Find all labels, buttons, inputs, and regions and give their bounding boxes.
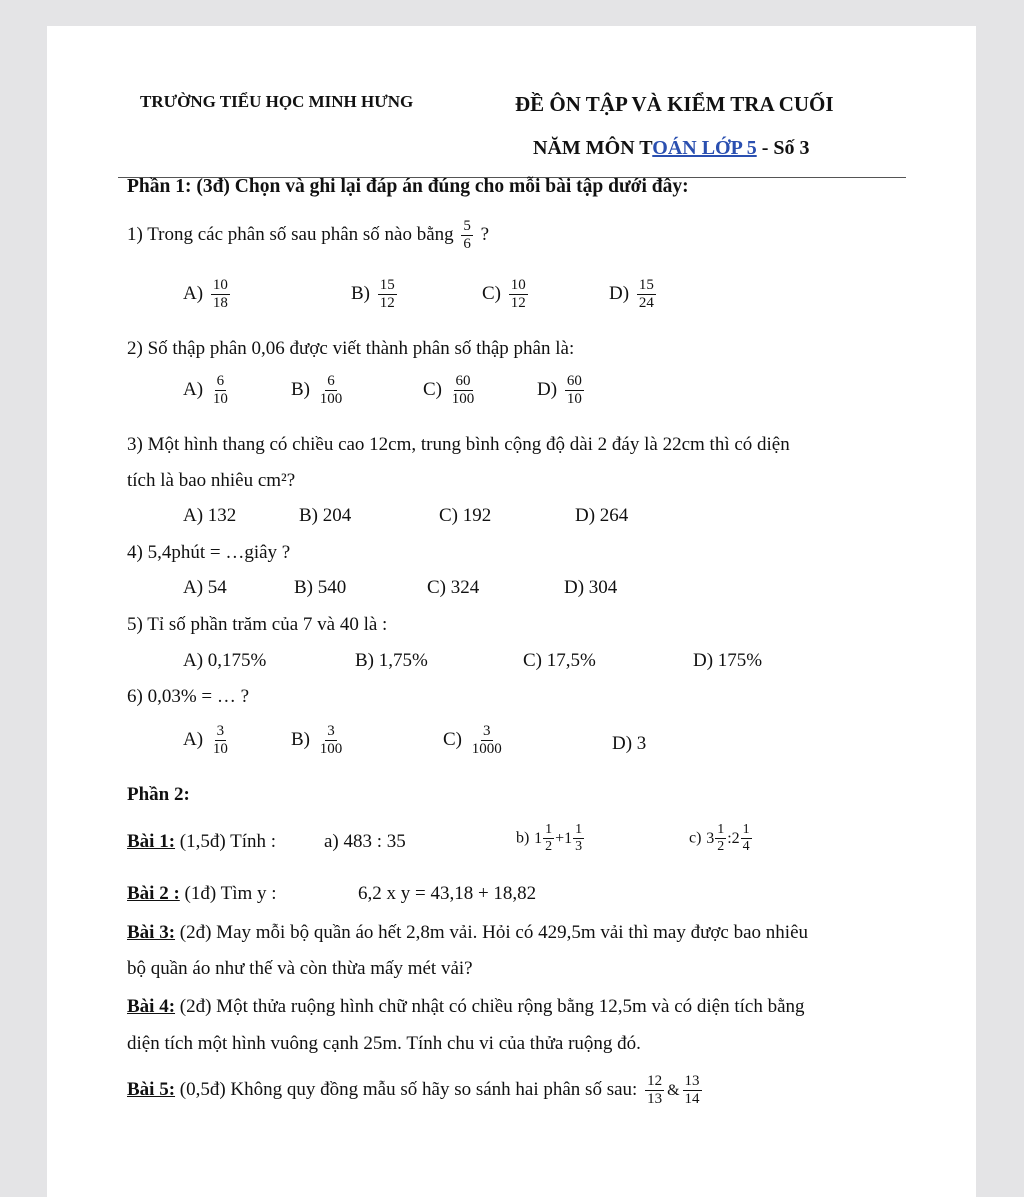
- question-1-text: 1) Trong các phân số sau phân số nào bằng: [127, 223, 454, 245]
- bai-2-label: Bài 2 :: [127, 883, 180, 904]
- bai-5: Bài 5: (0,5đ) Không quy đồng mẫu số hãy so sánh hai phân số sau: $\frac{12}{13}$ & $\frac{13}{14}$: [127, 1073, 700, 1107]
- q5-option-d: D) 175%: [693, 650, 763, 671]
- exam-title-line1: ĐỀ ÔN TẬP VÀ KIỂM TRA CUỐI: [515, 92, 834, 116]
- part1-heading: Phần 1: (3đ) Chọn và ghi lại đáp án đúng cho mỗi bài tập dưới đây:: [127, 176, 689, 197]
- bai-4-label: Bài 4:: [127, 996, 176, 1017]
- subject-link[interactable]: OÁN LỚP 5: [652, 137, 757, 159]
- question-1: [127, 218, 489, 253]
- q2-option-a: A) $\frac{6}{10}$: [183, 373, 228, 407]
- q3-option-b: B) 204: [299, 505, 352, 526]
- fraction: $\frac{5}{6}$: [463, 218, 471, 252]
- part2-heading: Phần 2:: [127, 784, 190, 805]
- title-prefix: NĂM MÔN T: [533, 137, 653, 159]
- q5-option-a: A) 0,175%: [183, 650, 267, 671]
- bai-1-label: Bài 1:: [127, 831, 176, 852]
- q2-option-d: D) $\frac{60}{10}$: [537, 373, 582, 407]
- q4-option-a: A) 54: [183, 577, 227, 598]
- school-name: TRƯỜNG TIỂU HỌC MINH HƯNG: [140, 92, 414, 111]
- q5-option-b: B) 1,75%: [355, 650, 428, 671]
- q3-option-a: A) 132: [183, 505, 237, 526]
- bai-5-label: Bài 5:: [127, 1078, 176, 1100]
- document-page: [47, 26, 976, 1197]
- bai-3-label: Bài 3:: [127, 922, 176, 943]
- question-3-line1: 3) Một hình thang có chiều cao 12cm, trung bình cộng độ dài 2 đáy là 22cm thì có diện: [127, 434, 790, 455]
- q3-option-d: D) 264: [575, 505, 629, 526]
- q5-option-c: C) 17,5%: [523, 650, 596, 671]
- title-suffix: - Số 3: [756, 137, 810, 159]
- q6-option-a: A) $\frac{3}{10}$: [183, 723, 228, 757]
- bai-2-expression: 6,2 x y = 43,18 + 18,82: [358, 883, 537, 904]
- question-4: 4) 5,4phút = …giây ?: [127, 542, 291, 563]
- question-1-tail: ?: [480, 223, 490, 245]
- bai-2: Bài 2 : (1đ) Tìm y :: [127, 883, 277, 904]
- q6-option-c: C) $\frac{3}{1000}$: [443, 723, 502, 757]
- q3-option-c: C) 192: [439, 505, 492, 526]
- q4-option-d: D) 304: [564, 577, 618, 598]
- bai-1: Bài 1: (1,5đ) Tính :: [127, 831, 277, 852]
- question-6: 6) 0,03% = … ?: [127, 686, 250, 707]
- q6-option-b: B) $\frac{3}{100}$: [291, 723, 343, 757]
- q1-option-c: C) $\frac{10}{12}$: [482, 277, 526, 311]
- exam-title-line2: [533, 137, 810, 160]
- q4-option-b: B) 540: [294, 577, 347, 598]
- q2-option-b: B) $\frac{6}{100}$: [291, 373, 343, 407]
- bai-4-line2: diện tích một hình vuông cạnh 25m. Tính chu vi của thửa ruộng đó.: [127, 1033, 641, 1054]
- question-5: 5) Tỉ số phần trăm của 7 và 40 là :: [127, 614, 388, 635]
- q6-option-d: D) 3: [612, 733, 647, 754]
- q1-option-b: B) $\frac{15}{12}$: [351, 277, 395, 311]
- bai-1-c: c) 3 $\frac{1}{2}$ : 2 $\frac{1}{4}$: [689, 822, 750, 854]
- q4-option-c: C) 324: [427, 577, 480, 598]
- question-2: 2) Số thập phân 0,06 được viết thành phân số thập phân là:: [127, 338, 575, 359]
- bai-1-b: b) 1 $\frac{1}{2}$ + 1 $\frac{1}{3}$: [516, 822, 583, 854]
- bai-1-a: a) 483 : 35: [324, 831, 406, 852]
- q1-option-d: D) $\frac{15}{24}$: [609, 277, 654, 311]
- bai-3-line2: bộ quần áo như thế và còn thừa mấy mét vải?: [127, 958, 473, 979]
- bai-4-line1: Bài 4: (2đ) Một thửa ruộng hình chữ nhật có chiều rộng bằng 12,5m và có diện tích bằng: [127, 996, 805, 1017]
- q2-option-c: C) $\frac{60}{100}$: [423, 373, 475, 407]
- q1-option-a: A) $\frac{10}{18}$: [183, 277, 228, 311]
- bai-3-line1: Bài 3: (2đ) May mỗi bộ quần áo hết 2,8m vải. Hỏi có 429,5m vải thì may được bao nhiêu: [127, 922, 809, 943]
- question-3-line2: tích là bao nhiêu cm²?: [127, 470, 296, 491]
